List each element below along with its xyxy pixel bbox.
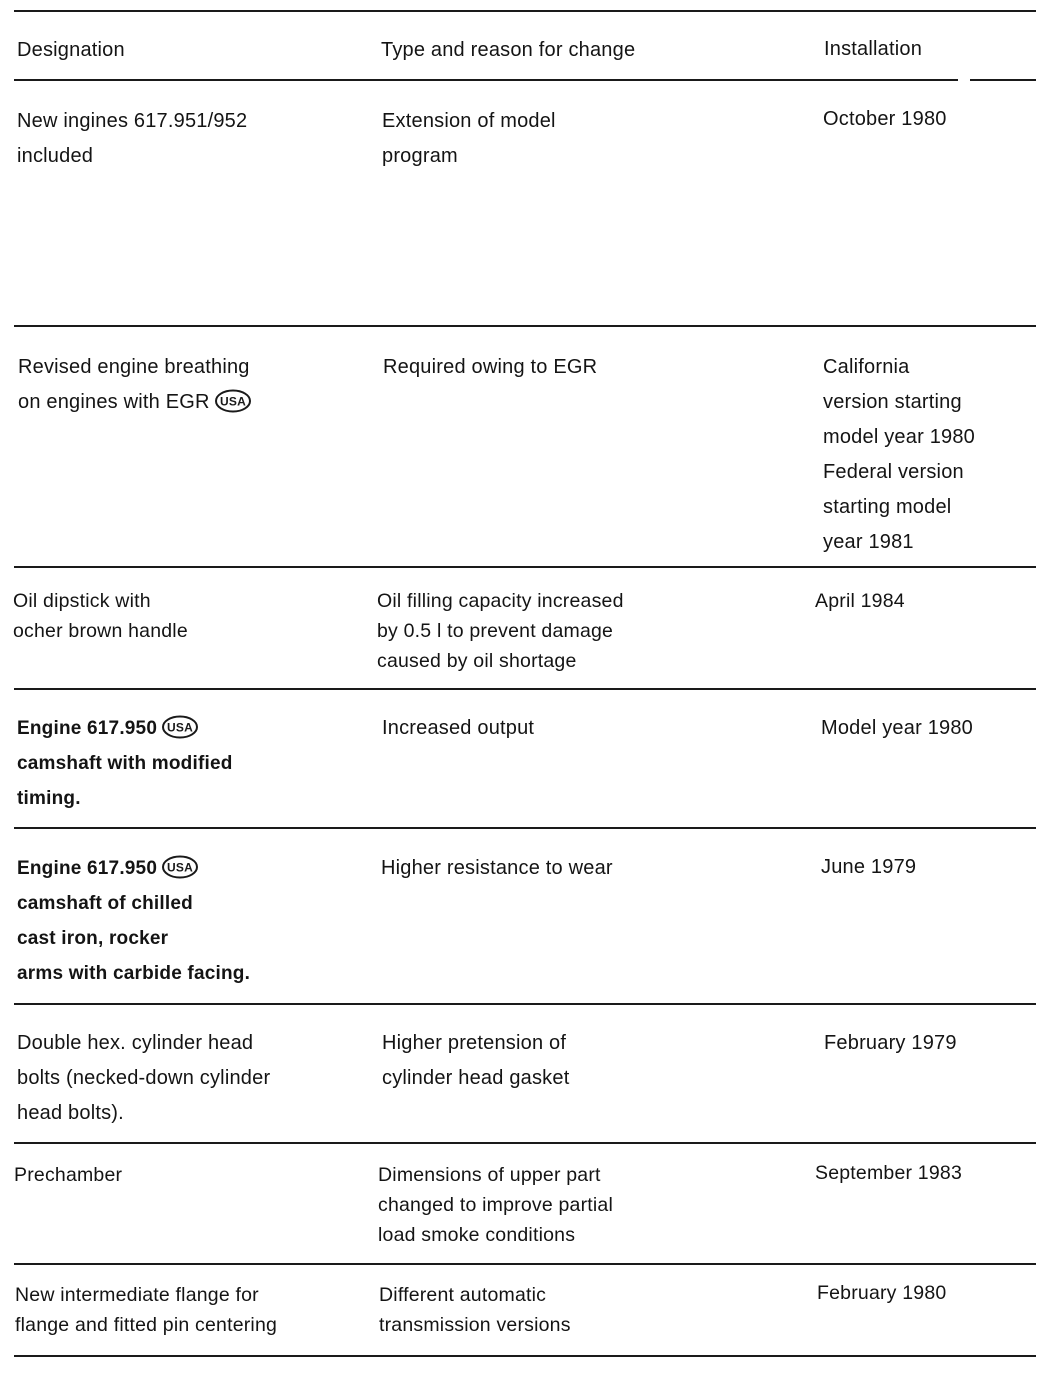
text-line: February 1979 xyxy=(824,1032,957,1054)
text-line: ocher brown handle xyxy=(13,620,188,642)
header-rule-right xyxy=(970,79,1036,81)
row-3-type-reason xyxy=(377,586,624,676)
text-line: Federal version xyxy=(823,461,964,483)
usa-badge-label: USA xyxy=(167,860,194,875)
column-header-installation: Installation xyxy=(824,38,923,60)
text-line: California xyxy=(823,356,910,378)
text-line: Dimensions of upper part xyxy=(378,1164,601,1186)
row-6-type-reason xyxy=(382,1026,569,1096)
row-4-installation xyxy=(821,711,973,746)
row-1-installation xyxy=(823,102,947,137)
text-fragment: Engine 617.950 xyxy=(17,858,158,879)
text-line: Higher resistance to wear xyxy=(381,857,613,879)
text-line: transmission versions xyxy=(379,1314,571,1336)
row-8-type-reason xyxy=(379,1280,571,1340)
text-line: cast iron, rocker xyxy=(17,928,169,949)
text-line: February 1980 xyxy=(817,1282,947,1304)
text-line: program xyxy=(382,145,458,167)
text-line: Prechamber xyxy=(14,1164,123,1186)
text-line: Increased output xyxy=(382,717,535,739)
text-line: Higher pretension of xyxy=(382,1032,567,1054)
row-divider xyxy=(14,688,1036,690)
row-divider xyxy=(14,1003,1036,1005)
text-line: load smoke conditions xyxy=(378,1224,576,1246)
text-line: timing. xyxy=(17,788,81,809)
usa-badge-icon xyxy=(214,389,252,413)
text-line: Oil dipstick with xyxy=(13,590,151,612)
row-divider xyxy=(14,1263,1036,1265)
text-line: bolts (necked-down cylinder xyxy=(17,1067,271,1089)
text-fragment: Engine 617.950 xyxy=(17,718,158,739)
row-divider xyxy=(14,325,1036,327)
text-line: starting model xyxy=(823,496,952,518)
row-2-designation xyxy=(18,350,252,420)
text-line: Extension of model xyxy=(382,110,556,132)
text-line: changed to improve partial xyxy=(378,1194,614,1216)
text-line xyxy=(17,851,250,886)
text-line: New ingines 617.951/952 xyxy=(17,110,248,132)
row-1-type-reason xyxy=(382,104,556,174)
row-5-type-reason xyxy=(381,851,613,886)
table-bottom-rule xyxy=(14,1355,1036,1357)
row-1-designation xyxy=(17,104,247,174)
row-7-type-reason xyxy=(378,1160,613,1250)
row-3-designation xyxy=(13,586,188,646)
text-line: cylinder head gasket xyxy=(382,1067,570,1089)
usa-badge-label: USA xyxy=(219,394,246,409)
text-line: Double hex. cylinder head xyxy=(17,1032,254,1054)
row-7-installation xyxy=(815,1158,962,1188)
text-line xyxy=(17,711,233,746)
text-line: caused by oil shortage xyxy=(377,650,577,672)
text-line: Model year 1980 xyxy=(821,717,973,739)
text-line: year 1981 xyxy=(823,531,914,553)
text-line: model year 1980 xyxy=(823,426,975,448)
text-fragment: on engines with EGR xyxy=(18,391,210,413)
text-line: flange and fitted pin centering xyxy=(15,1314,278,1336)
text-line: Revised engine breathing xyxy=(18,356,250,378)
row-5-installation xyxy=(821,850,916,885)
usa-badge-icon xyxy=(161,855,199,879)
row-8-installation xyxy=(817,1278,946,1308)
text-line: Different automatic xyxy=(379,1284,547,1306)
row-7-designation xyxy=(14,1160,122,1190)
row-divider xyxy=(14,566,1036,568)
row-divider xyxy=(14,1142,1036,1144)
text-line: June 1979 xyxy=(821,856,917,878)
text-line: Oil filling capacity increased xyxy=(377,590,624,612)
header-rule-left xyxy=(14,79,958,81)
text-line: by 0.5 l to prevent damage xyxy=(377,620,614,642)
text-line: head bolts). xyxy=(17,1102,124,1124)
text-line: April 1984 xyxy=(815,590,905,612)
text-line: October 1980 xyxy=(823,108,947,130)
row-4-type-reason xyxy=(382,711,534,746)
text-line: September 1983 xyxy=(815,1162,962,1184)
text-line: camshaft of chilled xyxy=(17,893,193,914)
text-line xyxy=(18,385,252,420)
usa-badge-icon xyxy=(161,715,199,739)
row-6-designation xyxy=(17,1026,270,1131)
row-3-installation xyxy=(815,586,905,616)
column-header-designation: Designation xyxy=(17,39,125,61)
row-2-type-reason xyxy=(383,350,597,385)
row-divider xyxy=(14,827,1036,829)
row-2-installation xyxy=(823,350,975,560)
text-line: New intermediate flange for xyxy=(15,1284,259,1306)
text-line: arms with carbide facing. xyxy=(17,963,251,984)
text-line: Required owing to EGR xyxy=(383,356,598,378)
row-8-designation xyxy=(15,1280,277,1340)
row-6-installation xyxy=(824,1026,957,1061)
text-line: camshaft with modified xyxy=(17,753,233,774)
usa-badge-label: USA xyxy=(167,720,194,735)
column-header-type-reason: Type and reason for change xyxy=(381,39,636,61)
row-4-designation xyxy=(17,711,233,816)
table-top-rule xyxy=(14,10,1036,12)
text-line: included xyxy=(17,145,94,167)
row-5-designation xyxy=(17,851,250,991)
text-line: version starting xyxy=(823,391,962,413)
